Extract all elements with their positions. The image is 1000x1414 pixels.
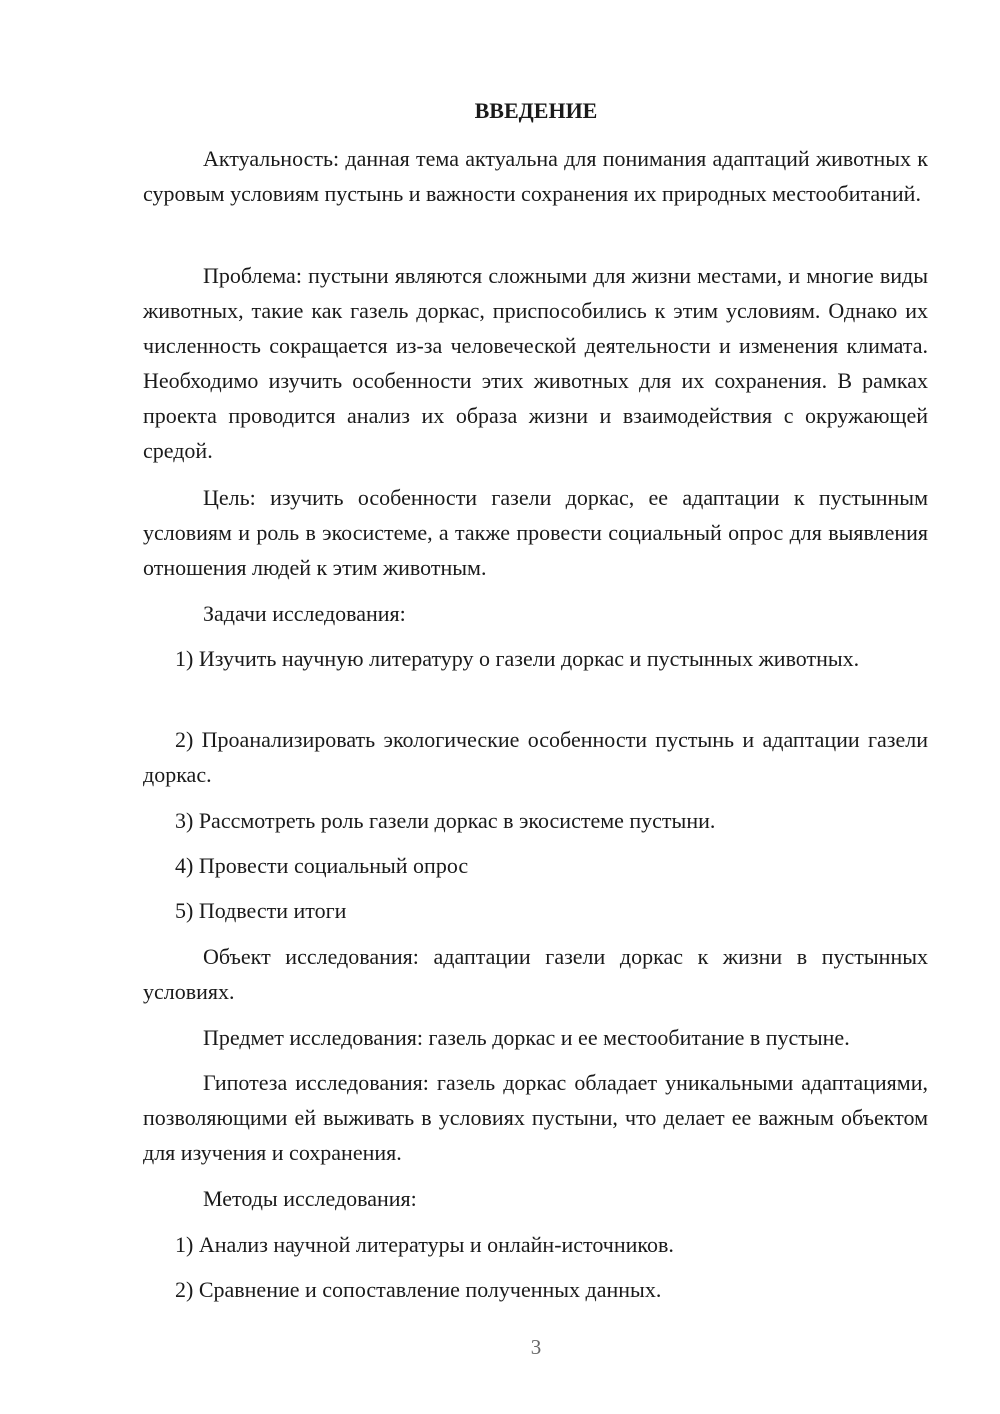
hypothesis-text: Гипотеза исследования: газель доркас обладает уникальными адаптациями, позволяющими ей выживать в условиях пустыни, что делает ее важным объектом для изучения и сохранения. [143, 1070, 928, 1165]
goal-text: Цель: изучить особенности газели доркас, ее адаптации к пустынным условиям и роль в экосистеме, а также провести социальный опрос для выявления отношения людей к этим животным. [143, 485, 928, 580]
tasks-heading [143, 596, 928, 631]
list-item: 2) Проанализировать экологические особенности пустынь и адаптации газели доркас. [143, 727, 928, 787]
subject-paragraph [143, 1020, 928, 1055]
list-item: 5) Подвести итоги [175, 898, 347, 923]
page-number: 3 [530, 1335, 542, 1359]
task-item-5 [143, 893, 928, 928]
method-item-1 [143, 1227, 928, 1262]
page-title: ВВЕДЕНИЕ [474, 98, 598, 123]
goal-paragraph [143, 480, 928, 585]
relevance-paragraph [143, 141, 928, 211]
subject-text: Предмет исследования: газель доркас и ее местообитание в пустыне. [203, 1025, 850, 1050]
list-item: 3) Рассмотреть роль газели доркас в экосистеме пустыни. [175, 808, 716, 833]
list-item: 1) Изучить научную литературу о газели доркас и пустынных животных. [175, 646, 860, 671]
method-item-2 [143, 1272, 928, 1307]
list-item: 1) Анализ научной литературы и онлайн-источников. [175, 1232, 674, 1257]
object-paragraph [143, 939, 928, 1009]
list-item: 2) Сравнение и сопоставление полученных данных. [175, 1277, 662, 1302]
methods-heading [143, 1181, 928, 1216]
task-item-4 [143, 848, 928, 883]
tasks-heading-text: Задачи исследования: [203, 601, 406, 626]
task-item-2 [143, 722, 928, 792]
problem-paragraph [143, 258, 928, 468]
list-item: 4) Провести социальный опрос [175, 853, 469, 878]
methods-heading-text: Методы исследования: [203, 1186, 417, 1211]
object-text: Объект исследования: адаптации газели доркас к жизни в пустынных условиях. [143, 944, 928, 1004]
task-item-1 [143, 641, 928, 676]
problem-text: Проблема: пустыни являются сложными для жизни местами, и многие виды животных, такие как газель доркас, приспособились к этим условиям. Однако их численность сокращается из-за человеческой деятельности и изменения климата. Необходимо изучить особенности этих животных для их сохранения. В рамках проекта проводится анализ их образа жизни и взаимодействия с окружающей средой. [143, 263, 928, 463]
hypothesis-paragraph [143, 1065, 928, 1170]
task-item-3 [143, 803, 928, 838]
relevance-text: Актуальность: данная тема актуальна для понимания адаптаций животных к суровым условиям пустынь и важности сохранения их природных местообитаний. [143, 146, 928, 206]
